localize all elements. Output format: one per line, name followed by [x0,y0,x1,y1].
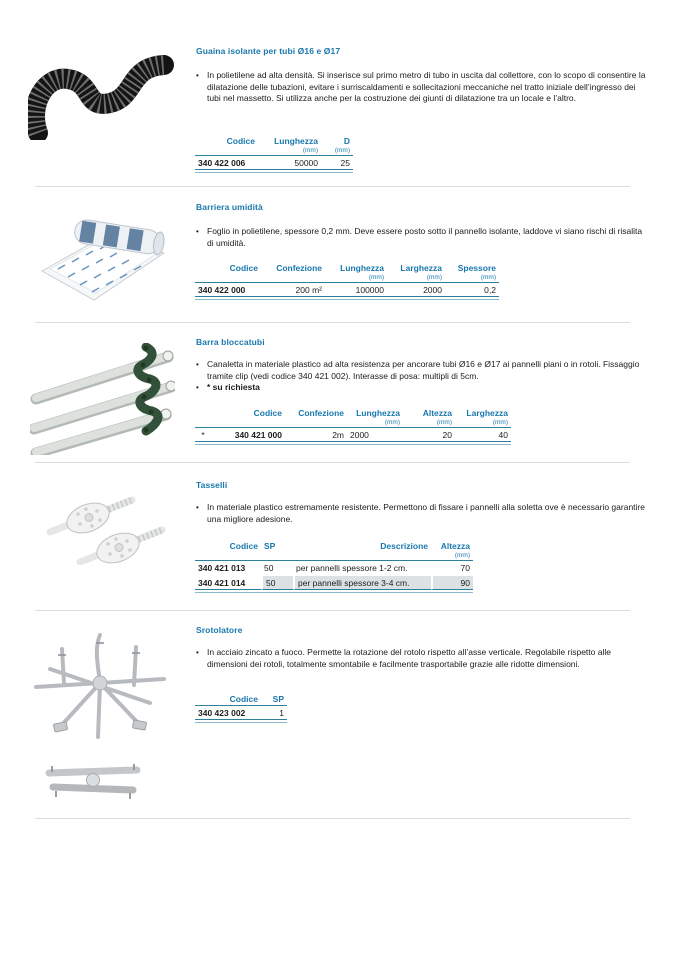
table-units-row [195,419,511,428]
unit-label [261,552,293,561]
column-header: Larghezza [466,408,508,418]
table-cell: 0,2 [445,283,499,297]
bullet-text: In materiale plastico estremamente resistente. Permettono di fissare i pannelli alla soletta ove è necessario garantire una migliore adesione. [207,502,645,524]
bullet-icon: • [196,360,199,369]
column-header: Codice [226,136,255,146]
unit-label: (mm) [325,274,387,283]
table-units-row [195,274,499,283]
unit-label [195,274,261,283]
bullet-text: * su richiesta [207,382,260,392]
table-cell: 340 421 014 [195,576,261,590]
product-table [195,135,353,170]
table-cell: per pannelli spessore 1-2 cm. [293,561,431,576]
unit-label: (mm) [455,419,511,428]
product-table [195,407,511,442]
section-title: Srotolatore [196,625,243,635]
table-cell: 2m [285,428,347,442]
section-description [196,647,648,670]
table-cell: * [195,428,211,442]
table-row [195,706,287,720]
section-description [196,70,648,105]
table-cell: 2000 [387,283,445,297]
section-title: Tasselli [196,480,228,490]
column-header: Descrizione [380,541,428,551]
table-units-row [195,147,353,156]
table-cell: 2000 [347,428,403,442]
bullet-text: Canaletta in materiale plastico ad alta resistenza per ancorare tubi Ø16 e Ø17 ai pannelli piani o in rotoli. Fissaggio tramite clip (vedi codice 340 421 002). Interasse di posa: multipli di 5cm. [207,359,640,381]
table-cell: 70 [431,561,473,576]
bullet-icon: • [196,503,199,512]
unit-label [195,419,211,428]
table-units-row [195,552,473,561]
table-header-row [195,407,511,419]
table-cell: 90 [431,576,473,590]
table-header-row [195,540,473,552]
section-divider [35,610,630,611]
moisture-barrier-film-roll-photo [38,207,168,307]
table-cell: 340 423 002 [195,706,261,720]
decoiler-stand-photo [28,623,172,752]
section-description [196,502,648,525]
column-header: Codice [229,541,258,551]
unit-label: (mm) [347,419,403,428]
bullet-item [196,226,648,249]
unit-label: (mm) [258,147,321,156]
column-header [195,407,211,419]
product-table-wrap [195,407,511,445]
table-row [195,283,499,297]
bullet-icon: • [196,71,199,80]
bullet-item [196,382,648,394]
table-cell: 340 421 013 [195,561,261,576]
column-header: Altezza [422,408,452,418]
table-row [195,561,473,576]
section-divider [35,322,630,323]
unit-label: (mm) [403,419,455,428]
column-header: Larghezza [400,263,442,273]
table-cell: 200 m² [261,283,325,297]
section-divider [35,186,630,187]
bullet-text: In polietilene ad alta densità. Si inserisce sul primo metro di tubo in uscita dal collettore, con lo scopo di consentire la dilatazione delle tubazioni, evitare i surriscaldamenti e sollecitazioni meccaniche nel tratto iniziale dell’ingresso dei tubi nel massetto. Si utilizza anche per la costruzione dei giunti di dilatazione tra un locale e l’altro. [207,70,646,103]
table-cell: 50 [261,576,293,590]
corrugated-insulating-sheath-photo [28,45,176,145]
column-header: Lunghezza [340,263,384,273]
column-header: D [343,136,350,146]
section-title: Barriera umidità [196,202,263,212]
bullet-item [196,359,648,382]
table-cell: 100000 [325,283,387,297]
product-table [195,540,473,590]
section-divider [35,818,630,819]
bullet-text: In acciaio zincato a fuoco. Permette la rotazione del rotolo rispetto all’asse verticale. Regolabile rispetto alle dimensioni dei rotoli, totalmente smontabile e facilmente trasportabile grazie alle ridotte dimensioni. [207,647,611,669]
product-table [195,693,287,720]
column-header: Confezione [276,263,322,273]
column-header: Confezione [298,408,344,418]
table-cell: 50 [261,561,293,576]
table-header-row [195,262,499,274]
bullet-icon: • [196,648,199,657]
column-header: Codice [195,693,261,706]
table-row [195,576,473,590]
table-cell: 40 [455,428,511,442]
column-header: Codice [253,408,282,418]
unit-label [195,552,261,561]
table-cell: per pannelli spessore 3-4 cm. [293,576,431,590]
column-header: Lunghezza [356,408,400,418]
table-cell: 340 422 000 [195,283,261,297]
bullet-item [196,647,648,670]
unit-label: (mm) [321,147,353,156]
product-table [195,262,499,297]
table-header-row [195,135,353,147]
decoiler-folded-photo [43,760,143,807]
table-row [195,156,353,170]
unit-label [285,419,347,428]
bullet-text: Foglio in polietilene, spessore 0,2 mm. Deve essere posto sotto il pannello isolante, laddove vi siano rischi di risalita di umidità. [207,226,643,248]
unit-label: (mm) [445,274,499,283]
bullet-item [196,70,648,105]
unit-label [195,147,258,156]
table-header-row [195,693,287,706]
column-header: Codice [229,263,258,273]
pipe-locking-bar-photo [30,343,175,460]
table-cell: 1 [261,706,287,720]
table-cell: 25 [321,156,353,170]
column-header: SP [264,541,276,551]
table-row [195,428,511,442]
unit-label: (mm) [431,552,473,561]
product-table-wrap [195,135,353,173]
bullet-icon: • [196,383,199,392]
table-cell: 20 [403,428,455,442]
section-description [196,359,648,394]
column-header: SP [261,693,287,706]
unit-label: (mm) [387,274,445,283]
bullet-item [196,502,648,525]
section-title: Barra bloccatubi [196,337,265,347]
plastic-anchor-dowels-photo [40,480,168,570]
section-title: Guaina isolante per tubi Ø16 e Ø17 [196,46,341,56]
product-table-wrap [195,693,287,723]
unit-label [293,552,431,561]
product-table-wrap [195,262,499,300]
unit-label [211,419,285,428]
column-header: Spessore [457,263,496,273]
unit-label [261,274,325,283]
table-cell: 50000 [258,156,321,170]
column-header: Lunghezza [274,136,318,146]
table-cell: 340 421 000 [211,428,285,442]
column-header: Altezza [440,541,470,551]
bullet-icon: • [196,227,199,236]
section-description [196,226,648,249]
section-divider [35,462,630,463]
product-table-wrap [195,540,473,593]
table-cell: 340 422 006 [195,156,258,170]
